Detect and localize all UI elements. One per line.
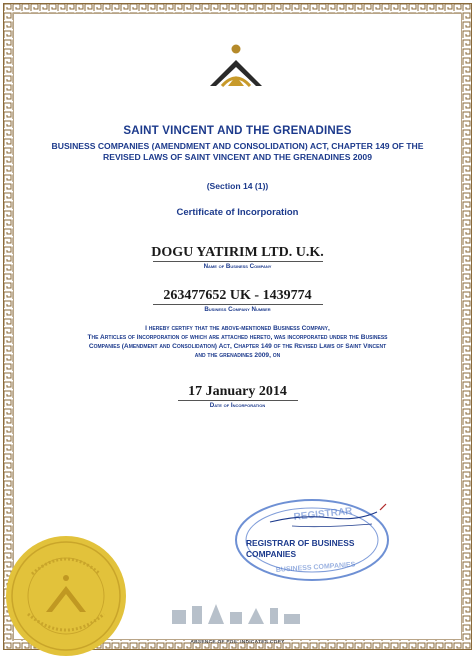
registrar-title-line: REGISTRAR OF BUSINESS <box>246 538 355 548</box>
country-title: SAINT VINCENT AND THE GRENADINES <box>123 125 352 137</box>
act-title-line: REVISED LAWS OF SAINT VINCENT AND THE GRENADINES 2009 <box>103 152 372 162</box>
certificate-title: Certificate of Incorporation <box>176 207 299 218</box>
stamp-arc-text: REGISTRAR <box>293 505 353 523</box>
certification-line: Companies (Amendment and Consolidation) Act, Chapter 149 of the Revised Laws of Saint Vincent <box>88 343 387 350</box>
company-name-underline <box>153 261 323 262</box>
incorporation-date-underline <box>178 400 298 401</box>
certification-line: The Articles of Incorporation of which are attached hereto, was incorporated under the Business <box>87 334 388 341</box>
act-title <box>0 141 475 163</box>
national-emblem-icon <box>204 40 268 96</box>
company-number: 263477652 UK - 1439774 <box>163 288 312 303</box>
gold-foil-seal <box>2 534 130 656</box>
stamp-bottom-text: BUSINESS COMPANIES <box>275 561 356 574</box>
company-name-caption: Name of Business Company <box>203 263 272 270</box>
foil-notice: ABSENCE OF FOIL INDICATES COPY <box>190 640 285 645</box>
company-name: DOGU YATIRIM LTD. U.K. <box>151 245 324 260</box>
registrar-title <box>246 538 354 560</box>
incorporation-date: 17 January 2014 <box>188 384 287 399</box>
copy-watermark <box>168 600 308 628</box>
incorporation-date-caption: Date of Incorporation <box>209 402 266 409</box>
certification-line: and the grenadines 2009, on <box>194 352 281 359</box>
section-reference: (Section 14 (1)) <box>206 181 269 191</box>
company-number-caption: Business Company Number <box>204 306 271 313</box>
registrar-title-line: COMPANIES <box>246 549 297 559</box>
certification-statement <box>40 324 435 360</box>
act-title-line: BUSINESS COMPANIES (AMENDMENT AND CONSOLIDATION) ACT, CHAPTER 149 OF THE <box>51 141 424 151</box>
company-number-underline <box>153 304 323 305</box>
certification-line: I hereby certify that the above-mentioned Business Company, <box>145 325 330 332</box>
